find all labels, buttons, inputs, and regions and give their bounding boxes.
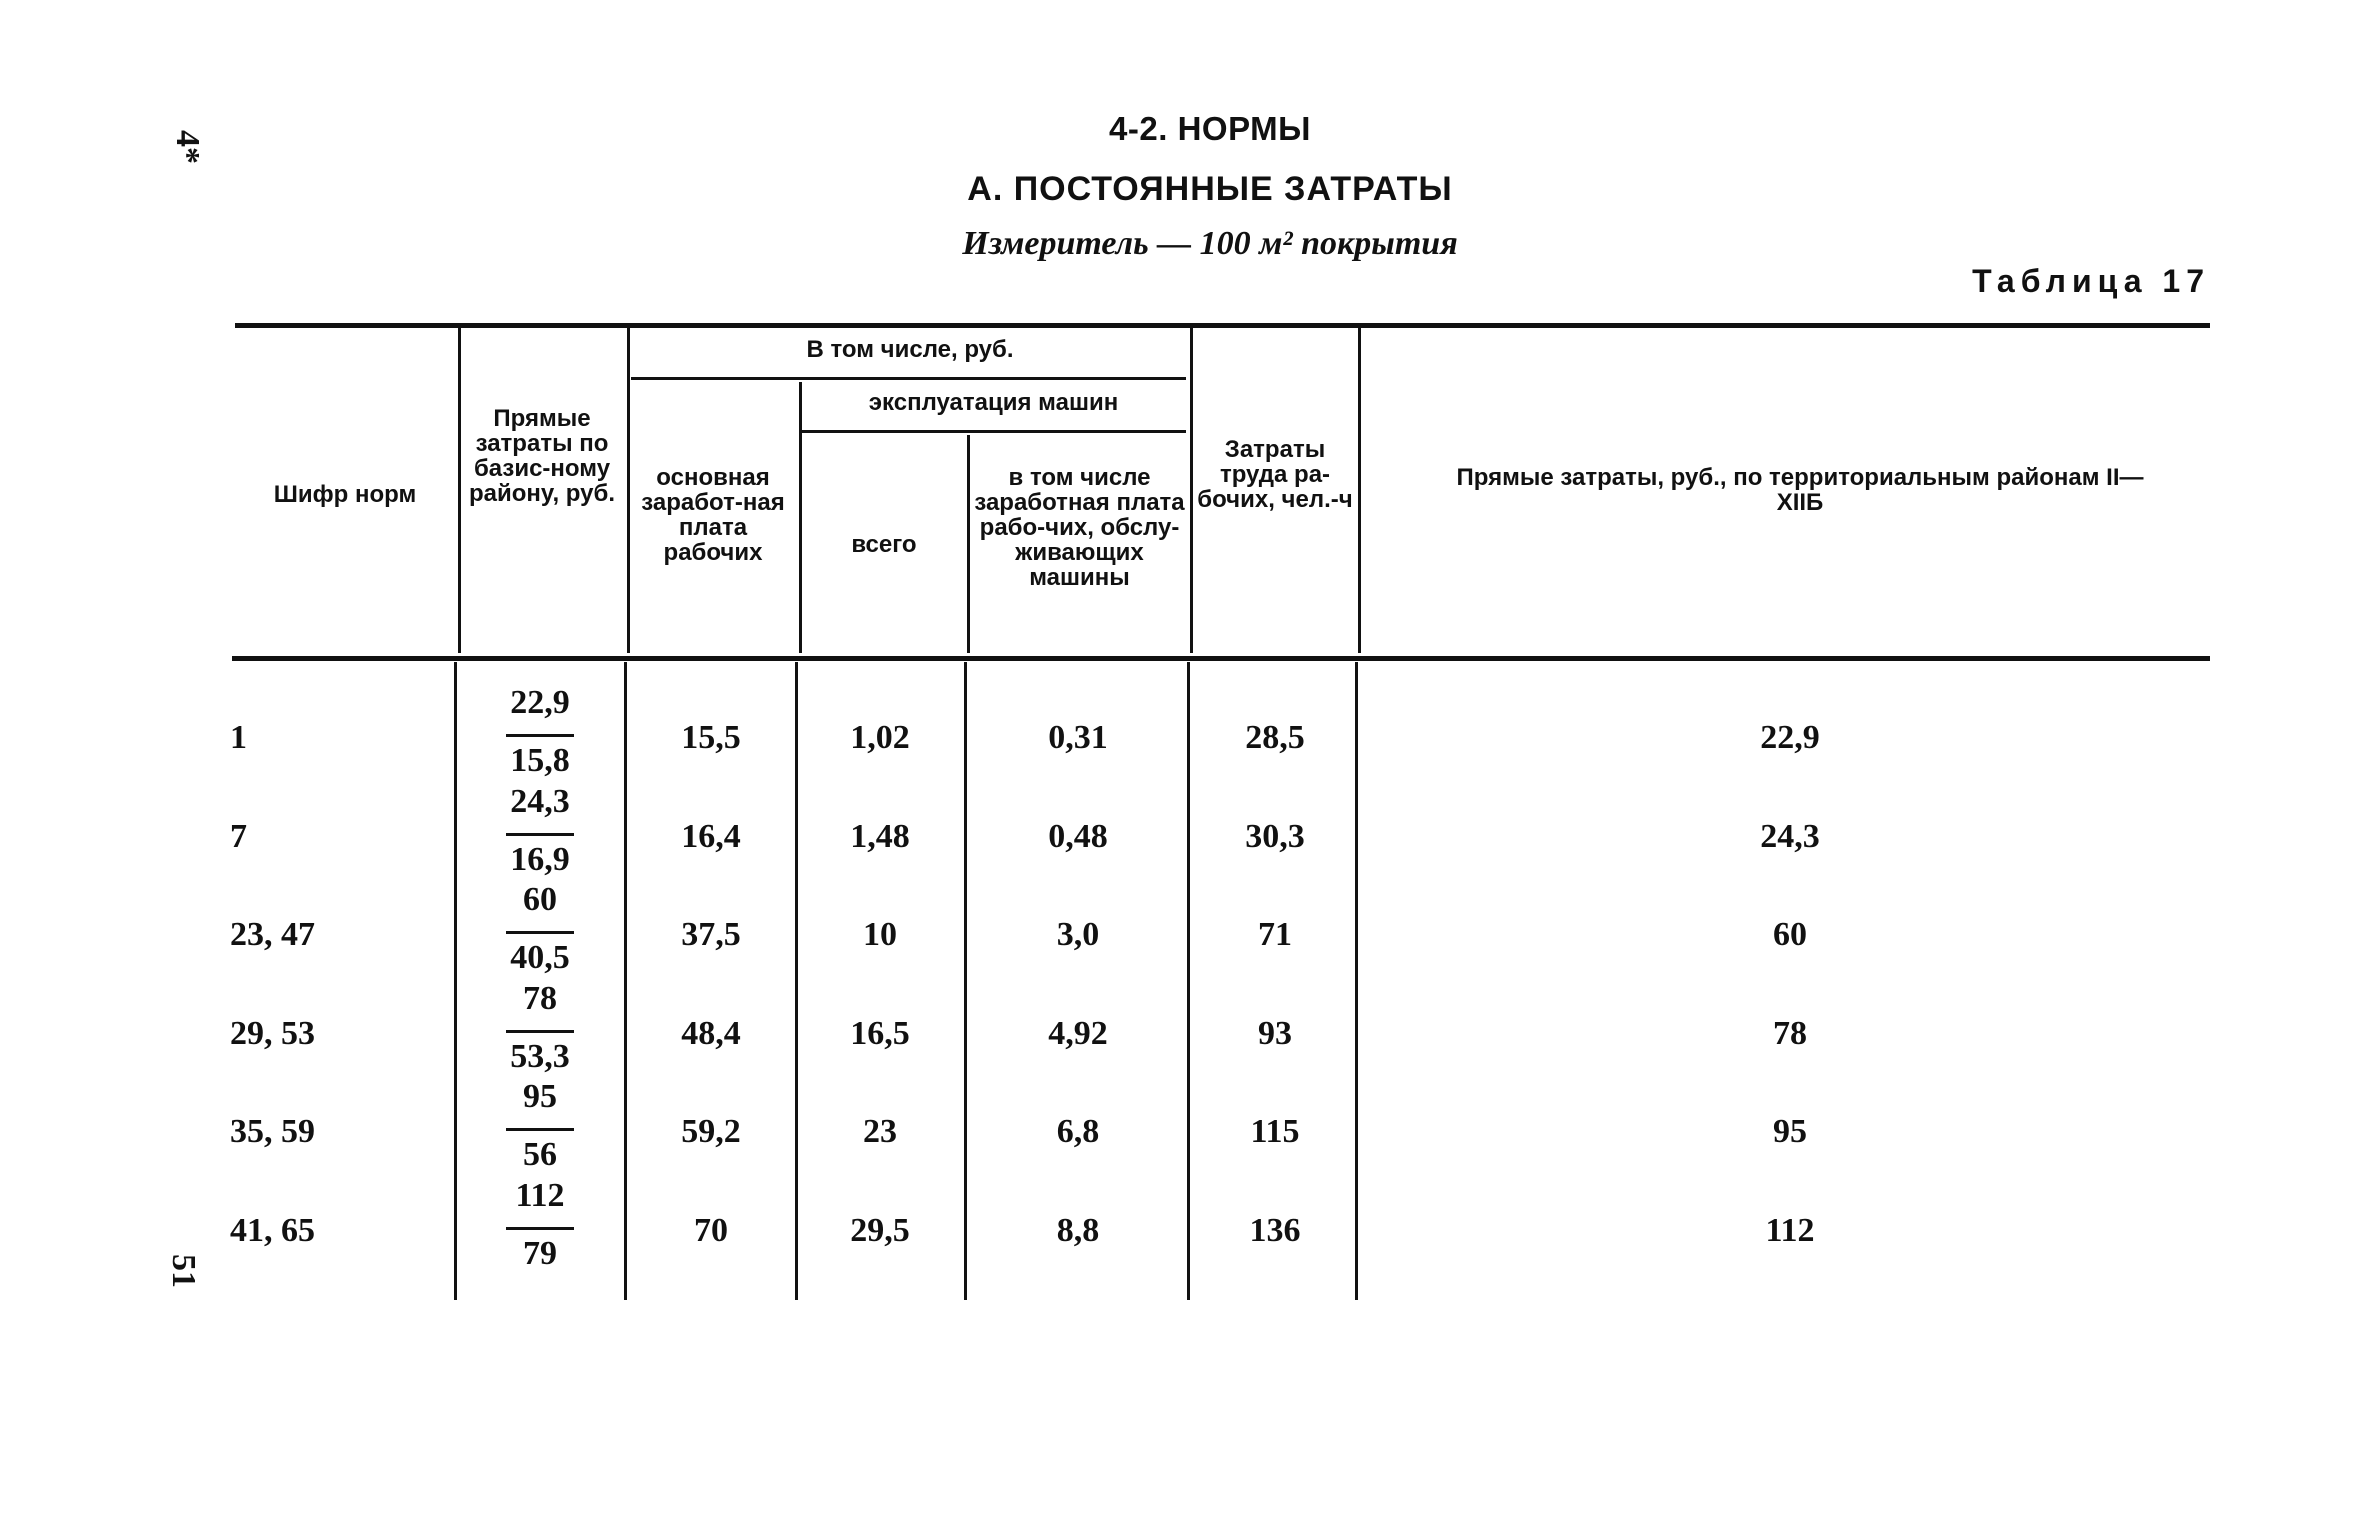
measure-unit: Измеритель — 100 м² покрытия bbox=[962, 225, 1458, 262]
row-machines-total: 23 bbox=[863, 1113, 897, 1150]
row-base-top: 95 bbox=[523, 1078, 557, 1115]
row-regions: 24,3 bbox=[1760, 817, 1820, 855]
incl-rub-rule bbox=[631, 377, 1186, 380]
vrule-b5 bbox=[1187, 662, 1190, 1300]
vrule-h4 bbox=[967, 435, 970, 653]
row-machines-total: 1,02 bbox=[850, 719, 910, 756]
row-base-bottom: 15,8 bbox=[510, 742, 570, 779]
row-base-bottom: 56 bbox=[523, 1136, 557, 1173]
row-code: 1 bbox=[230, 719, 247, 756]
row-machines-total: 29,5 bbox=[850, 1211, 910, 1249]
row-fraction-line bbox=[506, 1128, 574, 1131]
col-machines-wage-header: в том числе заработная плата рабо-чих, обслу-живающих машины bbox=[974, 464, 1185, 591]
row-base-top: 112 bbox=[515, 1176, 565, 1214]
row-fraction-line bbox=[506, 734, 574, 737]
col-machines-total-header: всего bbox=[851, 531, 917, 558]
row-wage: 37,5 bbox=[681, 916, 741, 953]
row-wage: 15,5 bbox=[681, 719, 741, 756]
side-mark-top: 4* bbox=[169, 130, 206, 164]
row-base-top: 24,3 bbox=[510, 782, 570, 820]
row-labor: 28,5 bbox=[1245, 719, 1305, 756]
row-base-bottom: 40,5 bbox=[510, 939, 570, 976]
row-code: 29, 53 bbox=[230, 1014, 315, 1052]
row-wage: 48,4 bbox=[681, 1014, 741, 1052]
row-regions: 95 bbox=[1773, 1113, 1807, 1150]
row-base-top: 60 bbox=[523, 881, 557, 918]
row-code: 7 bbox=[230, 817, 247, 855]
row-wage: 70 bbox=[694, 1211, 728, 1249]
row-machines-wage: 3,0 bbox=[1056, 916, 1100, 953]
row-wage: 59,2 bbox=[681, 1113, 741, 1150]
row-labor: 136 bbox=[1249, 1211, 1301, 1249]
row-fraction-line bbox=[506, 1030, 574, 1033]
table-top-rule bbox=[235, 323, 2210, 328]
row-labor: 93 bbox=[1258, 1014, 1292, 1052]
table-number: Таблица 17 bbox=[1972, 263, 2210, 299]
vrule-h1 bbox=[458, 328, 461, 653]
col-regions-header: Прямые затраты, руб., по территориальным районам II—XIIБ bbox=[1456, 464, 2144, 516]
vrule-b6 bbox=[1355, 662, 1358, 1300]
row-base-bottom: 79 bbox=[523, 1234, 557, 1272]
row-machines-total: 16,5 bbox=[850, 1014, 910, 1052]
vrule-h5 bbox=[1190, 328, 1193, 653]
vrule-b4 bbox=[964, 662, 967, 1300]
row-fraction-line bbox=[506, 833, 574, 836]
row-base-top: 22,9 bbox=[510, 684, 570, 721]
row-regions: 22,9 bbox=[1760, 719, 1820, 756]
row-machines-wage: 8,8 bbox=[1056, 1211, 1100, 1249]
header-bottom-rule bbox=[232, 656, 2210, 661]
vrule-h6 bbox=[1358, 328, 1361, 653]
row-machines-wage: 6,8 bbox=[1056, 1113, 1100, 1150]
machines-rule bbox=[800, 430, 1186, 433]
row-machines-wage: 0,31 bbox=[1048, 719, 1108, 756]
col-wage-header: основная заработ-ная плата рабочих bbox=[641, 464, 785, 566]
row-fraction-line bbox=[506, 931, 574, 934]
subsection-title: А. ПОСТОЯННЫЕ ЗАТРАТЫ bbox=[967, 170, 1453, 208]
col-machines-header: эксплуатация машин bbox=[868, 389, 1119, 416]
vrule-h3 bbox=[799, 382, 802, 653]
col-code-header: Шифр норм bbox=[273, 481, 417, 508]
vrule-h2 bbox=[627, 328, 630, 653]
vrule-b3 bbox=[795, 662, 798, 1300]
row-wage: 16,4 bbox=[681, 817, 741, 855]
section-title: 4-2. НОРМЫ bbox=[1109, 110, 1311, 147]
col-direct-base-header: Прямые затраты по базис-ному району, руб. bbox=[469, 405, 615, 507]
row-regions: 112 bbox=[1765, 1211, 1815, 1249]
row-machines-total: 10 bbox=[863, 916, 897, 953]
row-code: 35, 59 bbox=[230, 1113, 315, 1150]
col-labor-header: Затраты труда ра-бочих, чел.-ч bbox=[1197, 436, 1353, 513]
col-incl-rub-header: В том числе, руб. bbox=[806, 336, 1014, 363]
row-labor: 71 bbox=[1258, 916, 1292, 953]
row-base-top: 78 bbox=[523, 979, 557, 1017]
vrule-b1 bbox=[454, 662, 457, 1300]
row-fraction-line bbox=[506, 1227, 574, 1230]
row-machines-total: 1,48 bbox=[850, 817, 910, 855]
side-mark-bottom: 51 bbox=[165, 1254, 202, 1288]
row-machines-wage: 4,92 bbox=[1048, 1014, 1108, 1052]
row-regions: 60 bbox=[1773, 916, 1807, 953]
row-machines-wage: 0,48 bbox=[1048, 817, 1108, 855]
row-code: 23, 47 bbox=[230, 916, 315, 953]
row-base-bottom: 16,9 bbox=[510, 840, 570, 878]
row-regions: 78 bbox=[1773, 1014, 1807, 1052]
row-base-bottom: 53,3 bbox=[510, 1037, 570, 1075]
vrule-b2 bbox=[624, 662, 627, 1300]
row-labor: 115 bbox=[1250, 1113, 1300, 1150]
row-labor: 30,3 bbox=[1245, 817, 1305, 855]
row-code: 41, 65 bbox=[230, 1211, 315, 1249]
